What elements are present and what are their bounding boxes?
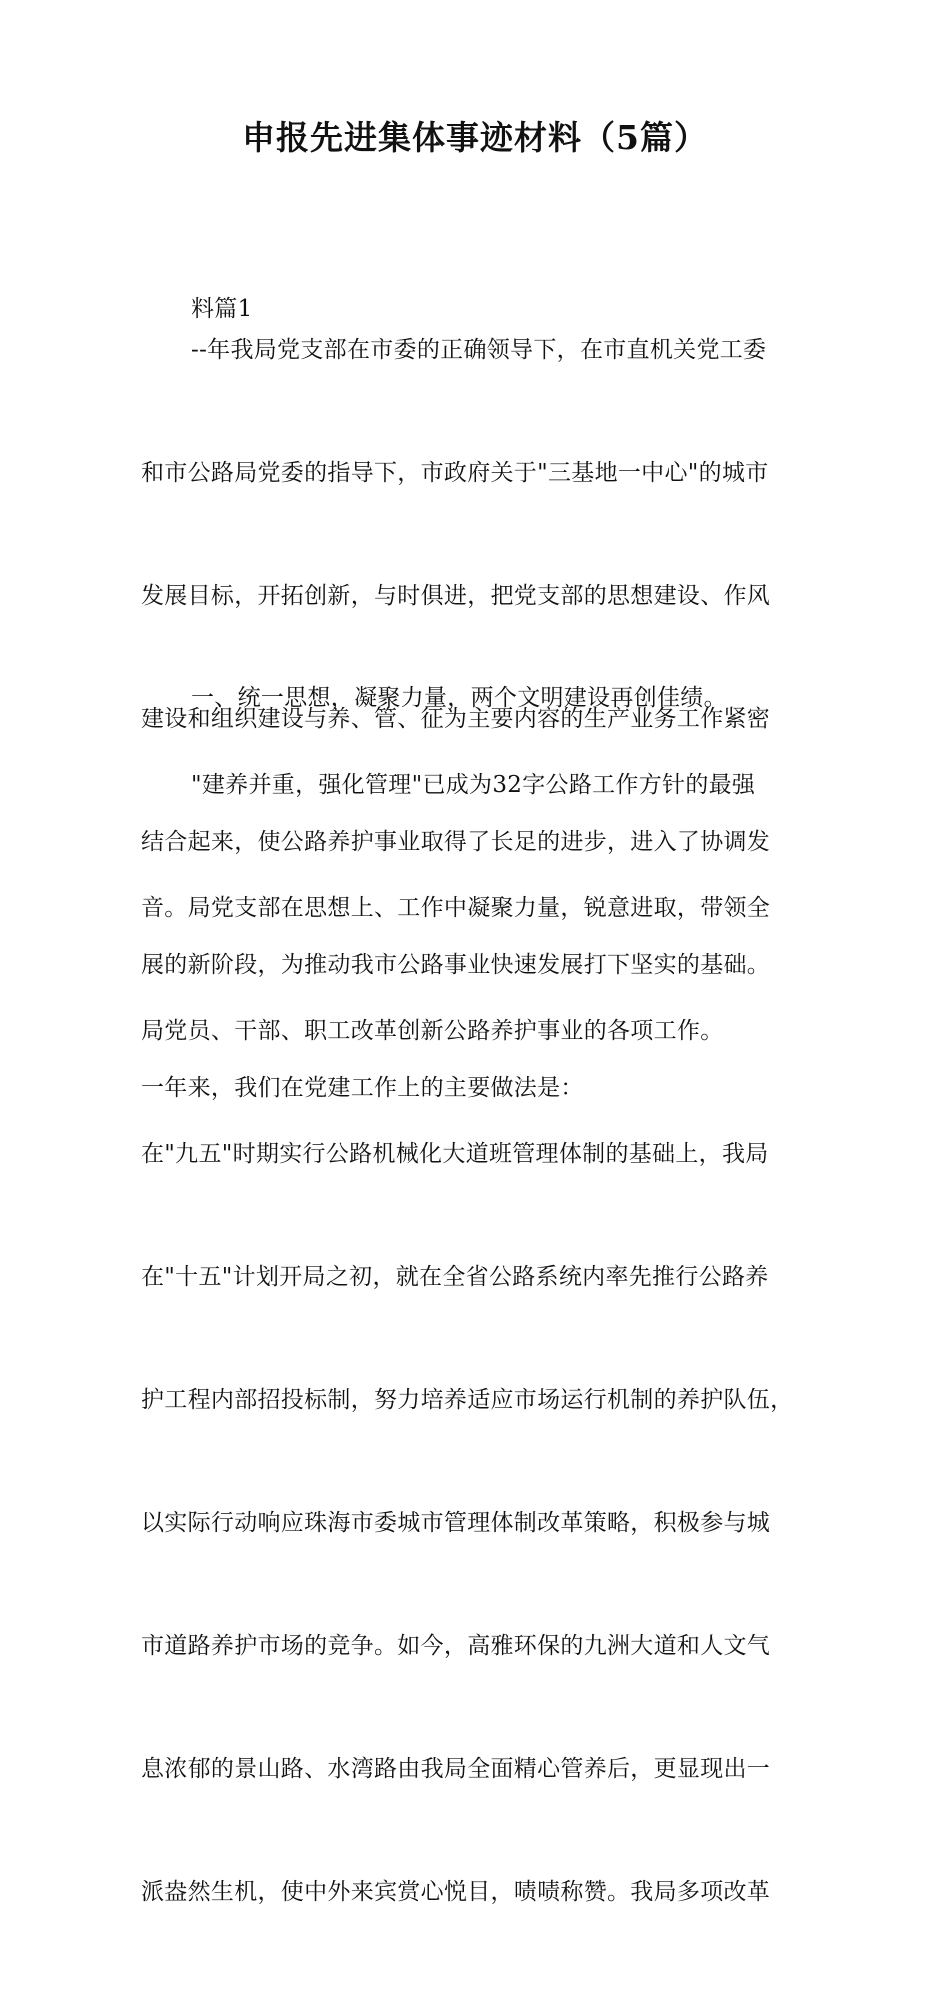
paragraph-line: 在"九五"时期实行公路机械化大道班管理体制的基础上，我局: [141, 1141, 769, 1167]
paragraph-line: 建设和组织建设与养、管、征为主要内容的生产业务工作紧密: [141, 706, 771, 732]
paragraph-line: 和市公路局党委的指导下，市政府关于"三基地一中心"的城市: [141, 460, 769, 486]
paragraph-2: [141, 683, 821, 1995]
paragraph-line: 一年来，我们在党建工作上的主要做法是：: [141, 1075, 584, 1101]
paragraph-line: 局党员、干部、职工改革创新公路养护事业的各项工作。: [141, 1018, 724, 1044]
paragraph-line: 展的新阶段，为推动我市公路事业快速发展打下坚实的基础。: [141, 952, 771, 978]
paragraph-line: 发展目标，开拓创新，与时俱进，把党支部的思想建设、作风: [141, 583, 771, 609]
paragraph-line: 结合起来，使公路养护事业取得了长足的进步，进入了协调发: [141, 829, 771, 855]
paragraph-line: 以实际行动响应珠海市委城市管理体制改革策略，积极参与城: [141, 1510, 771, 1536]
paragraph-line: 息浓郁的景山路、水湾路由我局全面精心管养后，更显现出一: [141, 1756, 771, 1782]
paragraph-line: 派盎然生机，使中外来宾赏心悦目，啧啧称赞。我局多项改革: [141, 1879, 771, 1905]
paragraph-line: 在"十五"计划开局之初，就在全省公路系统内率先推行公路养: [141, 1264, 769, 1290]
paragraph-line: 音。局党支部在思想上、工作中凝聚力量，锐意进取，带领全: [141, 895, 771, 921]
paragraph-line: "建养并重，强化管理"已成为32字公路工作方针的最强: [191, 772, 756, 798]
paragraph-line: 市道路养护市场的竞争。如今，高雅环保的九洲大道和人文气: [141, 1633, 771, 1659]
paragraph-line: 护工程内部招投标制，努力培养适应市场运行机制的养护队伍，: [141, 1387, 794, 1413]
paragraph-line: --年我局党支部在市委的正确领导下，在市直机关党工委: [191, 337, 767, 363]
section-heading-1: 一、统一思想，凝聚力量，两个文明建设再创佳绩。: [191, 685, 727, 711]
document-title: 申报先进集体事迹材料（5篇）: [242, 118, 708, 157]
section-label: 料篇1: [191, 296, 253, 322]
